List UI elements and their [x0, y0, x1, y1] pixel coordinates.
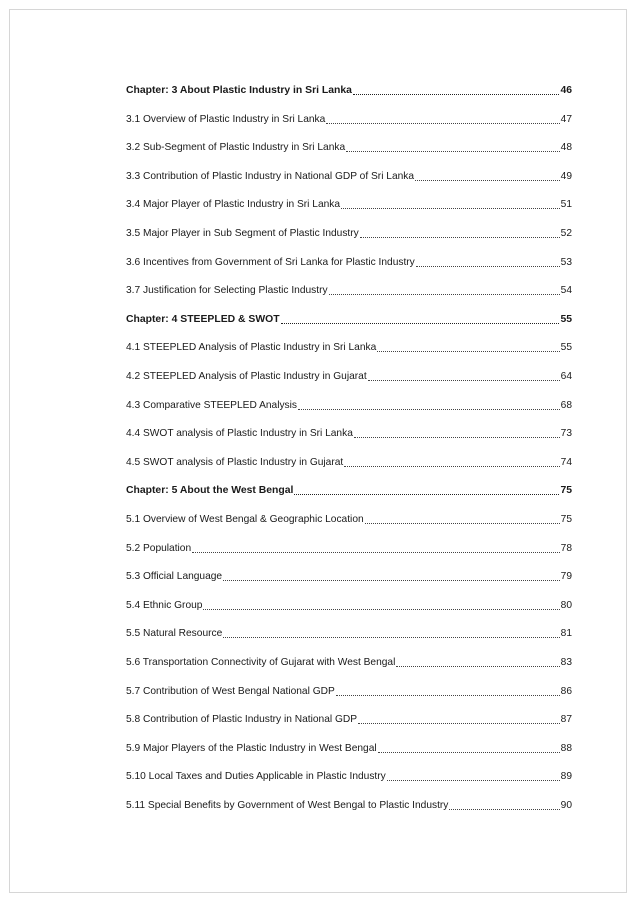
toc-entry-title: 5.6 Transportation Connectivity of Gujarat with West Bengal — [126, 657, 396, 668]
toc-entry-title: 4.1 STEEPLED Analysis of Plastic Industry in Sri Lanka — [126, 342, 377, 354]
toc-entry-page-number: 73 — [560, 428, 572, 440]
toc-dot-leader — [203, 608, 559, 610]
toc-entry-title: 5.10 Local Taxes and Duties Applicable in Plastic Industry — [126, 771, 386, 783]
toc-entry-title: 3.7 Justification for Selecting Plastic Industry — [126, 285, 328, 297]
toc-entry-page-number: 64 — [560, 371, 572, 382]
toc-entry-page-number: 48 — [560, 142, 572, 154]
toc-entry-title: 3.1 Overview of Plastic Industry in Sri Lanka — [126, 113, 326, 125]
toc-section-entry[interactable] — [126, 341, 572, 355]
toc-entry-page-number: 86 — [560, 685, 572, 697]
toc-section-entry[interactable] — [126, 685, 572, 699]
toc-dot-leader — [377, 350, 559, 352]
toc-entry-page-number: 52 — [560, 228, 572, 239]
toc-entry-page-number: 80 — [560, 599, 572, 611]
toc-section-entry[interactable] — [126, 427, 572, 441]
toc-entry-page-number: 55 — [560, 342, 572, 354]
toc-entry-title: 5.11 Special Benefits by Government of West Bengal to Plastic Industry — [126, 800, 449, 811]
toc-dot-leader — [329, 293, 560, 295]
toc-dot-leader — [396, 665, 559, 667]
toc-entry-page-number: 68 — [560, 399, 572, 411]
toc-section-entry[interactable] — [126, 542, 572, 556]
toc-chapter-entry[interactable] — [126, 84, 572, 98]
toc-entry-title: 5.2 Population — [126, 542, 192, 554]
toc-entry-title: 3.4 Major Player of Plastic Industry in Sri Lanka — [126, 199, 341, 211]
toc-chapter-entry[interactable] — [126, 313, 572, 327]
toc-entry-title: Chapter: 5 About the West Bengal — [126, 485, 294, 497]
toc-entry-title: 5.8 Contribution of Plastic Industry in National GDP — [126, 714, 358, 726]
toc-entry-page-number: 49 — [560, 170, 572, 182]
toc-section-entry[interactable] — [126, 799, 572, 813]
toc-entry-title: 5.9 Major Players of the Plastic Industry in West Bengal — [126, 742, 377, 754]
toc-entry-title: 4.2 STEEPLED Analysis of Plastic Industry in Gujarat — [126, 371, 367, 382]
toc-section-entry[interactable] — [126, 599, 572, 613]
toc-entry-title: 4.5 SWOT analysis of Plastic Industry in Gujarat — [126, 456, 344, 468]
toc-entry-page-number: 74 — [560, 456, 572, 468]
toc-dot-leader — [365, 522, 560, 524]
toc-entry-title: Chapter: 3 About Plastic Industry in Sri Lanka — [126, 85, 352, 96]
toc-section-entry[interactable] — [126, 456, 572, 470]
toc-entry-title: Chapter: 4 STEEPLED & SWOT — [126, 313, 280, 325]
toc-dot-leader — [223, 579, 560, 581]
toc-dot-leader — [368, 379, 560, 381]
toc-entry-page-number: 90 — [560, 800, 572, 811]
toc-section-entry[interactable] — [126, 713, 572, 727]
toc-section-entry[interactable] — [126, 113, 572, 127]
toc-dot-leader — [353, 93, 559, 95]
toc-entry-page-number: 89 — [560, 771, 572, 783]
toc-entry-page-number: 47 — [560, 113, 572, 125]
toc-entry-title: 4.3 Comparative STEEPLED Analysis — [126, 399, 297, 411]
toc-dot-leader — [354, 436, 560, 438]
toc-section-entry[interactable] — [126, 370, 572, 384]
toc-dot-leader — [415, 179, 560, 181]
document-page — [9, 9, 627, 893]
toc-chapter-entry[interactable] — [126, 484, 572, 498]
toc-entry-page-number: 75 — [560, 514, 572, 525]
toc-dot-leader — [223, 636, 559, 638]
toc-entry-page-number: 87 — [560, 714, 572, 726]
toc-dot-leader — [416, 265, 560, 267]
toc-entry-title: 5.7 Contribution of West Bengal National GDP — [126, 685, 335, 697]
toc-dot-leader — [346, 150, 560, 152]
toc-dot-leader — [294, 493, 559, 495]
toc-entry-page-number: 55 — [560, 313, 572, 325]
toc-entry-page-number: 54 — [560, 285, 572, 297]
toc-dot-leader — [341, 207, 560, 209]
toc-entry-page-number: 81 — [560, 628, 572, 640]
toc-entry-title: 3.2 Sub-Segment of Plastic Industry in Sri Lanka — [126, 142, 346, 154]
toc-entry-title: 3.6 Incentives from Government of Sri Lanka for Plastic Industry — [126, 256, 415, 268]
toc-dot-leader — [358, 722, 560, 724]
toc-entry-page-number: 79 — [560, 571, 572, 583]
toc-dot-leader — [344, 465, 559, 467]
toc-section-entry[interactable] — [126, 256, 572, 270]
toc-section-entry[interactable] — [126, 570, 572, 584]
toc-section-entry[interactable] — [126, 198, 572, 212]
toc-section-entry[interactable] — [126, 399, 572, 413]
toc-dot-leader — [298, 408, 560, 410]
toc-dot-leader — [326, 122, 559, 124]
toc-section-entry[interactable] — [126, 227, 572, 241]
toc-entry-page-number: 83 — [560, 657, 572, 668]
toc-section-entry[interactable] — [126, 513, 572, 527]
toc-entry-title: 5.5 Natural Resource — [126, 628, 223, 640]
toc-dot-leader — [336, 694, 560, 696]
toc-section-entry[interactable] — [126, 770, 572, 784]
toc-dot-leader — [192, 551, 560, 553]
toc-entry-page-number: 75 — [560, 485, 572, 497]
toc-dot-leader — [281, 322, 560, 324]
toc-dot-leader — [449, 808, 559, 810]
toc-entry-title: 4.4 SWOT analysis of Plastic Industry in Sri Lanka — [126, 428, 353, 440]
toc-entry-title: 3.5 Major Player in Sub Segment of Plastic Industry — [126, 228, 359, 239]
toc-entry-title: 3.3 Contribution of Plastic Industry in National GDP of Sri Lanka — [126, 170, 415, 182]
toc-dot-leader — [360, 236, 560, 238]
toc-section-entry[interactable] — [126, 627, 572, 641]
toc-entry-page-number: 46 — [560, 85, 572, 96]
toc-section-entry[interactable] — [126, 284, 572, 298]
toc-dot-leader — [387, 779, 560, 781]
toc-entry-page-number: 51 — [560, 199, 572, 211]
toc-section-entry[interactable] — [126, 170, 572, 184]
toc-section-entry[interactable] — [126, 141, 572, 155]
toc-section-entry[interactable] — [126, 742, 572, 756]
toc-dot-leader — [378, 751, 560, 753]
toc-entry-page-number: 88 — [560, 742, 572, 754]
toc-entry-page-number: 78 — [560, 542, 572, 554]
toc-entry-title: 5.4 Ethnic Group — [126, 599, 203, 611]
toc-entry-title: 5.1 Overview of West Bengal & Geographic Location — [126, 514, 364, 525]
toc-entry-page-number: 53 — [560, 256, 572, 268]
toc-section-entry[interactable] — [126, 656, 572, 670]
toc-entry-title: 5.3 Official Language — [126, 571, 223, 583]
